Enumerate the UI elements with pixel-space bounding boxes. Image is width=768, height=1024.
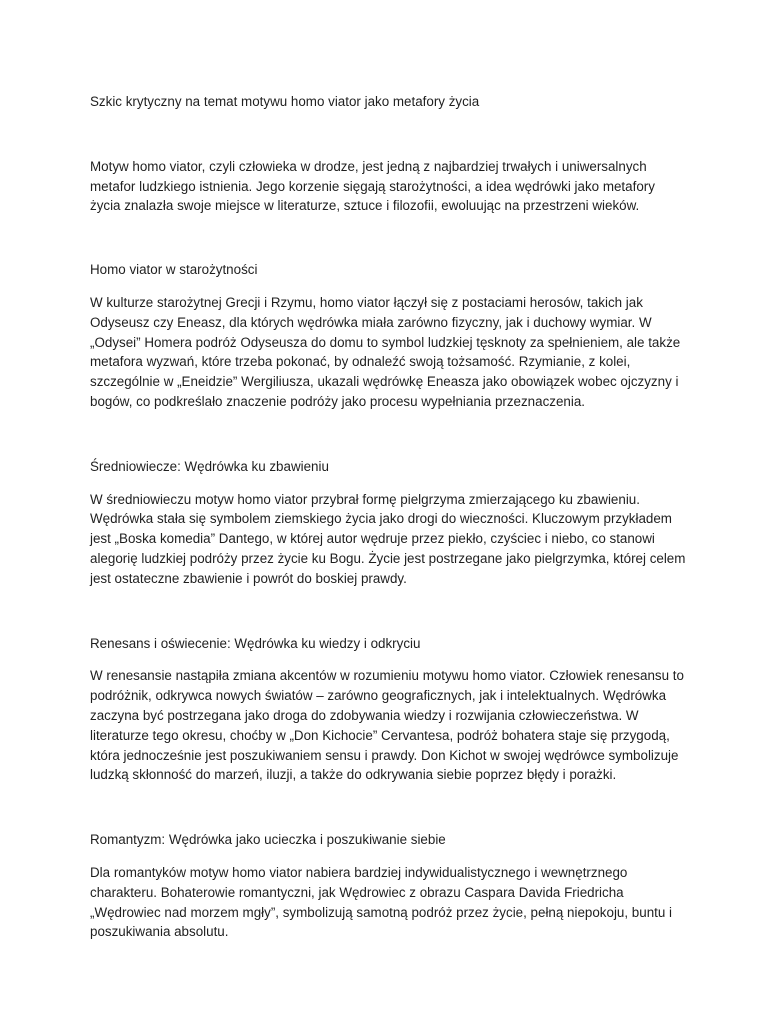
section-middle-ages <box>90 457 688 589</box>
intro-paragraph: Motyw homo viator, czyli człowieka w drodze, jest jedną z najbardziej trwałych i uniwersalnych metafor ludzkiego istnienia. Jego korzenie sięgają starożytności, a idea wędrówki jako metafory życia znalazła swoje miejsce w literaturze, sztuce i filozofii, ewoluując na przestrzeni wieków. <box>90 158 655 214</box>
section-renaissance <box>90 634 688 786</box>
document-title: Szkic krytyczny na temat motywu homo viator jako metafory życia <box>90 94 480 109</box>
section-heading: Renesans i oświecenie: Wędrówka ku wiedzy i odkryciu <box>90 635 421 651</box>
section-heading: Romantyzm: Wędrówka jako ucieczka i poszukiwanie siebie <box>90 832 446 848</box>
section-heading: Średniowiecze: Wędrówka ku zbawieniu <box>90 458 329 474</box>
section-paragraph: W średniowieczu motyw homo viator przybrał formę pielgrzyma zmierzającego ku zbawieniu. Wędrówka stała się symbolem ziemskiego życia jako drogi do wieczności. Kluczowym przykładem jest „Boska komedia” Dantego, w której autor wędruje przez piekło, czyściec i niebo, co stanowi alegorię ludzkiej podróży przez życie ku Bogu. Życie jest postrzegane jako pielgrzymka, której celem jest ostateczne zbawienie i powrót do boskiej prawdy. <box>90 491 686 586</box>
section-heading: Homo viator w starożytności <box>90 262 258 278</box>
section-romanticism <box>90 830 688 942</box>
section-paragraph: Dla romantyków motyw homo viator nabiera bardziej indywidualistycznego i wewnętrznego charakteru. Bohaterowie romantyczni, jak Wędrowiec z obrazu Caspara Davida Friedricha „Wędrowiec nad morzem mgły”, symbolizują samotną podróż przez życie, pełną niepokoju, buntu i poszukiwania absolutu. <box>90 864 673 940</box>
section-paragraph: W renesansie nastąpiła zmiana akcentów w rozumieniu motywu homo viator. Człowiek renesansu to podróżnik, odkrywca nowych światów – zarówno geograficznych, jak i intelektualnych. Wędrówka zaczyna być postrzegana jako droga do zdobywania wiedzy i rozwijania człowieczeństwa. W literaturze tego okresu, choćby w „Don Kichocie” Cervantesa, podróż bohatera staje się przygodą, która jednocześnie jest poszukiwaniem sensu i prawdy. Don Kichot w swojej wędrówce symbolizuje ludzką skłonność do marzeń, iluzji, a także do odkrywania siebie poprzez błędy i porażki. <box>90 668 684 783</box>
section-paragraph: W kulturze starożytnej Grecji i Rzymu, homo viator łączył się z postaciami herosów, takich jak Odyseusz czy Eneasz, dla których wędrówka miała zarówno fizyczny, jak i duchowy wymiar. W „Odysei” Homera podróż Odyseusza do domu to symbol ludzkiej tęsknoty za spełnieniem, ale także metafora wyzwań, które trzeba pokonać, by odnaleźć swoją tożsamość. Rzymianie, z kolei, szczególnie w „Eneidzie” Wergiliusza, ukazali wędrówkę Eneasza jako obowiązek wobec ojczyzny i bogów, co podkreślało znaczenie podróży jako procesu wypełniania przeznaczenia. <box>90 294 681 409</box>
section-antiquity <box>90 260 688 412</box>
